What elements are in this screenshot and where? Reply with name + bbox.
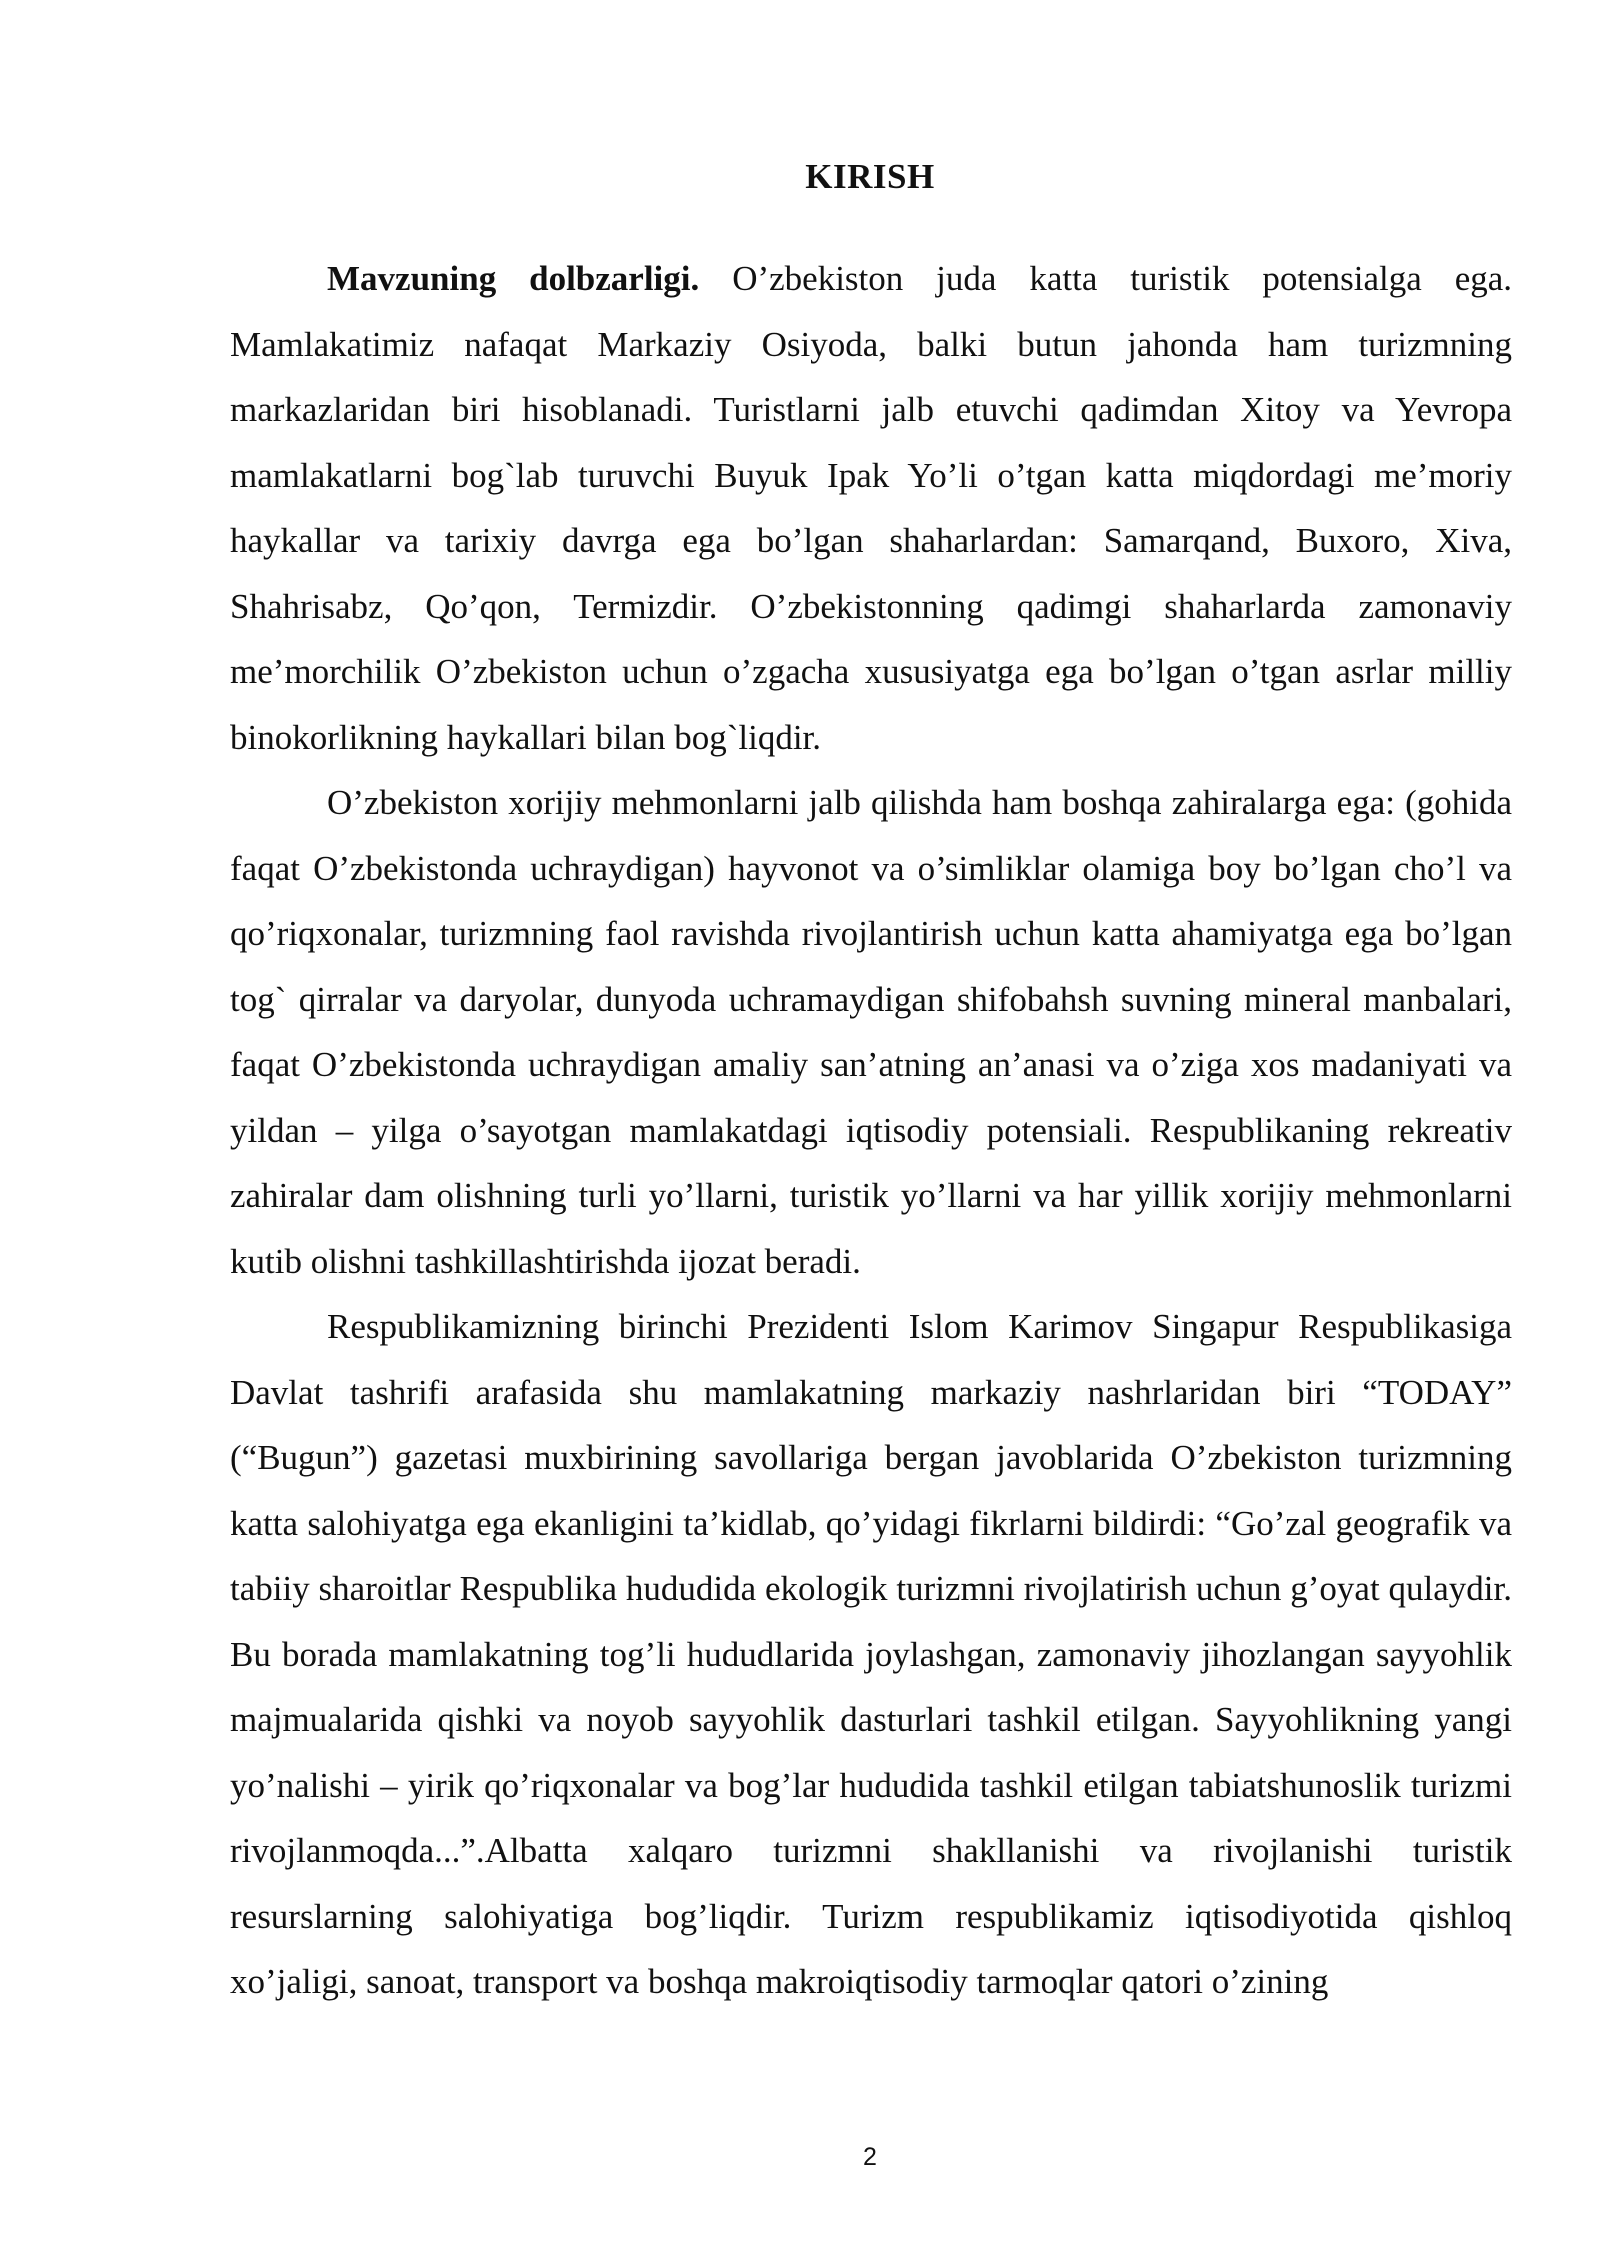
paragraph-2: [230, 770, 1512, 1294]
paragraph-1: [230, 246, 1512, 770]
page-number: 2: [863, 2143, 877, 2171]
document-body: [230, 246, 1512, 2015]
paragraph-lead: Mavzuning dolbzarligi.: [327, 259, 700, 298]
paragraph-text: O’zbekiston juda katta turistik potensialga ega. Mamlakatimiz nafaqat Markaziy Osiyoda, balki butun jahonda ham turizmning markazlaridan biri hisoblanadi. Turistlarni jalb etuvchi qadimdan Xitoy va Yevropa mamlakatlarni bog`lab turuvchi Buyuk Ipak Yo’li o’tgan katta miqdordagi me’moriy haykallar va tarixiy davrga ega bo’lgan shaharlardan: Samarqand, Buxoro, Xiva, Shahrisabz, Qo’qon, Termizdir. O’zbekistonning qadimgi shaharlarda zamonaviy me’morchilik O’zbekiston uchun o’zgacha xususiyatga ega bo’lgan o’tgan asrlar milliy binokorlikning haykallari bilan bog`liqdir.: [230, 259, 1513, 757]
paragraph-3: [230, 1294, 1512, 2015]
paragraph-text: O’zbekiston xorijiy mehmonlarni jalb qilishda ham boshqa zahiralarga ega: (gohida faqat O’zbekistonda uchraydigan) hayvonot va o’simliklar olamiga boy bo’lgan cho’l va qo’riqxonalar, turizmning faol ravishda rivojlantirish uchun katta ahamiyatga ega bo’lgan tog` qirralar va daryolar, dunyoda uchramaydigan shifobahsh suvning mineral manbalari, faqat O’zbekistonda uchraydigan amaliy san’atning an’anasi va o’ziga xos madaniyati va yildan – yilga o’sayotgan mamlakatdagi iqtisodiy potensiali. Respublikaning rekreativ zahiralar dam olishning turli yo’llarni, turistik yo’llarni va har yillik xorijiy mehmonlarni kutib olishni tashkillashtirishda ijozat beradi.: [230, 783, 1512, 1281]
paragraph-text: Respublikamizning birinchi Prezidenti Islom Karimov Singapur Respublikasiga Davlat tashrifi arafasida shu mamlakatning markaziy nashrlaridan biri “TODAY” (“Bugun”) gazetasi muxbirining savollariga bergan javoblarida O’zbekiston turizmning katta salohiyatga ega ekanligini ta’kidlab, qo’yidagi fikrlarni bildirdi: “Go’zal geografik va tabiiy sharoitlar Respublika hududida ekologik turizmni rivojlatirish uchun g’oyat qulaydir. Bu borada mamlakatning tog’li hududlarida joylashgan, zamonaviy jihozlangan sayyohlik majmualarida qishki va noyob sayyohlik dasturlari tashkil etilgan. Sayyohlikning yangi yo’nalishi – yirik qo’riqxonalar va bog’lar hududida tashkil etilgan tabiatshunoslik turizmi rivojlanmoqda...”.Albatta xalqaro turizmni shakllanishi va rivojlanishi turistik resurslarning salohiyatiga bog’liqdir. Turizm respublikamiz iqtisodiyotida qishloq xo’jaligi, sanoat, transport va boshqa makroiqtisodiy tarmoqlar qatori o’zining: [230, 1307, 1512, 2001]
page-title: KIRISH: [805, 157, 935, 196]
